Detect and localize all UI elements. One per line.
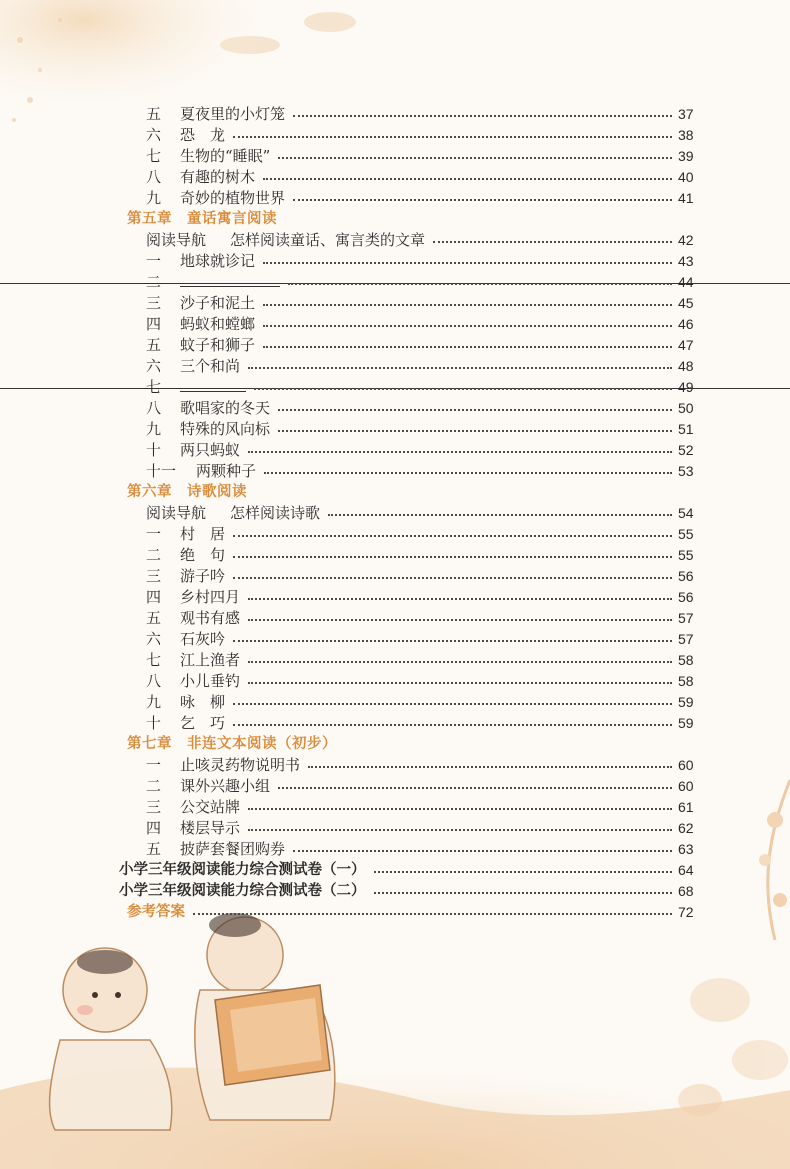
dot-leader: [233, 577, 672, 579]
entry-number: 二: [146, 777, 162, 795]
page-number: 46: [678, 316, 694, 332]
entry-number: 七: [146, 378, 162, 396]
entry-number: 五: [146, 840, 162, 858]
toc-entry: [0, 271, 790, 291]
dot-leader: [374, 871, 672, 873]
entry-title: 恐 龙: [180, 126, 226, 144]
dot-leader: [233, 136, 672, 138]
page-number: 53: [678, 463, 694, 479]
toc-entry: [0, 880, 790, 902]
page-number: 48: [678, 358, 694, 374]
entry-number: 八: [146, 672, 162, 690]
blank-title-line: [180, 274, 280, 287]
entry-title: 沙子和泥土: [180, 294, 256, 312]
entry-title: 夏夜里的小灯笼: [180, 105, 286, 123]
page-number: 68: [678, 883, 694, 899]
toc-entry: [0, 859, 790, 881]
entry-number: 四: [146, 588, 162, 606]
dot-leader: [193, 913, 672, 915]
entry-number: 七: [146, 147, 162, 165]
page-number: 60: [678, 778, 694, 794]
toc-entry: [0, 397, 790, 419]
entry-title: 村 居: [180, 525, 226, 543]
dot-leader: [254, 388, 672, 390]
toc-entry: [0, 796, 790, 818]
entry-title: 止咳灵药物说明书: [180, 756, 301, 774]
dot-leader: [233, 640, 672, 642]
entry-title: 咏 柳: [180, 693, 226, 711]
entry-number: 五: [146, 609, 162, 627]
entry-title: 小儿垂钓: [180, 672, 241, 690]
entry-number: 七: [146, 651, 162, 669]
toc-entry: [0, 292, 790, 314]
toc-entry: [0, 334, 790, 356]
toc-entry: [0, 166, 790, 188]
entry-number: 八: [146, 168, 162, 186]
dot-leader: [328, 514, 672, 516]
toc-entry: [0, 523, 790, 545]
entry-number: 五: [146, 336, 162, 354]
entry-title: 蚂蚁和螳螂: [180, 315, 256, 333]
page-number: 42: [678, 232, 694, 248]
blank-title-line: [180, 379, 246, 392]
page-number: 57: [678, 610, 694, 626]
dot-leader: [233, 556, 672, 558]
entry-number: 阅读导航: [146, 231, 207, 249]
dot-leader: [233, 703, 672, 705]
dot-leader: [248, 451, 672, 453]
entry-title: [180, 271, 280, 293]
entry-number: 十: [146, 441, 162, 459]
dot-leader: [248, 367, 672, 369]
dot-leader: [264, 472, 672, 474]
entry-title: 披萨套餐团购券: [180, 840, 286, 858]
page-number: 60: [678, 757, 694, 773]
toc-entry: [0, 775, 790, 797]
dot-leader: [263, 178, 672, 180]
entry-title: 三个和尚: [180, 357, 241, 375]
page-number: 64: [678, 862, 694, 878]
entry-title: 怎样阅读童话、寓言类的文章: [230, 231, 426, 249]
entry-title: 课外兴趣小组: [180, 777, 271, 795]
dot-leader: [278, 409, 672, 411]
dot-leader: [248, 682, 672, 684]
toc-entry: [0, 691, 790, 713]
dot-leader: [263, 346, 672, 348]
toc-entry: [0, 649, 790, 671]
entry-number: 十一: [146, 462, 177, 480]
entry-title: 观书有感: [180, 609, 241, 627]
page-number: 38: [678, 127, 694, 143]
toc-entry: [0, 565, 790, 587]
page-number: 43: [678, 253, 694, 269]
entry-number: 九: [146, 420, 162, 438]
entry-title: 生物的“睡眠”: [180, 147, 271, 165]
entry-title: 第六章 诗歌阅读: [127, 484, 247, 500]
page-number: 50: [678, 400, 694, 416]
dot-leader: [263, 304, 672, 306]
dot-leader: [263, 325, 672, 327]
entry-title: 小学三年级阅读能力综合测试卷（二）: [119, 883, 366, 899]
entry-number: 六: [146, 126, 162, 144]
chapter-heading: [0, 208, 790, 230]
toc-entry: [0, 670, 790, 692]
entry-title: 绝 句: [180, 546, 226, 564]
dot-leader: [248, 829, 672, 831]
entry-number: 三: [146, 567, 162, 585]
entry-number: 四: [146, 315, 162, 333]
page-number: 59: [678, 715, 694, 731]
entry-number: 一: [146, 756, 162, 774]
page-number: 55: [678, 526, 694, 542]
toc-entry: [0, 103, 790, 125]
page-number: 45: [678, 295, 694, 311]
entry-number: 一: [146, 252, 162, 270]
entry-title: 游子吟: [180, 567, 226, 585]
chapter-heading: [0, 733, 790, 755]
entry-title: 怎样阅读诗歌: [230, 504, 321, 522]
page-number: 44: [678, 274, 694, 290]
toc-entry: [0, 418, 790, 440]
toc-entry: [0, 313, 790, 335]
page-number: 57: [678, 631, 694, 647]
page-number: 72: [678, 904, 694, 920]
entry-number: 六: [146, 357, 162, 375]
toc-entry: [0, 439, 790, 461]
dot-leader: [233, 535, 672, 537]
toc-entry: [0, 145, 790, 167]
page-number: 49: [678, 379, 694, 395]
entry-title: 第七章 非连文本阅读（初步）: [127, 736, 337, 752]
entry-title: 小学三年级阅读能力综合测试卷（一）: [119, 862, 366, 878]
dot-leader: [278, 157, 672, 159]
entry-number: 五: [146, 105, 162, 123]
entry-title: 特殊的风向标: [180, 420, 271, 438]
page-number: 39: [678, 148, 694, 164]
page-number: 61: [678, 799, 694, 815]
page-number: 55: [678, 547, 694, 563]
page-number: 52: [678, 442, 694, 458]
page-number: 47: [678, 337, 694, 353]
page-number: 58: [678, 652, 694, 668]
dot-leader: [248, 619, 672, 621]
dot-leader: [288, 283, 672, 285]
toc-entry: [0, 229, 790, 251]
dot-leader: [293, 115, 672, 117]
toc-entry: [0, 607, 790, 629]
dot-leader: [278, 787, 672, 789]
toc-entry: [0, 124, 790, 146]
entry-number: 九: [146, 189, 162, 207]
toc-entry: [0, 544, 790, 566]
entry-number: 九: [146, 693, 162, 711]
entry-number: 六: [146, 630, 162, 648]
page-number: 56: [678, 568, 694, 584]
page-number: 51: [678, 421, 694, 437]
entry-number: 三: [146, 798, 162, 816]
page-number: 56: [678, 589, 694, 605]
entry-title: 地球就诊记: [180, 252, 256, 270]
toc-entry: [0, 628, 790, 650]
dot-leader: [248, 661, 672, 663]
dot-leader: [293, 199, 672, 201]
toc-entry: [0, 586, 790, 608]
toc-entry: [0, 376, 790, 396]
dot-leader: [233, 724, 672, 726]
page-number: 40: [678, 169, 694, 185]
dot-leader: [248, 598, 672, 600]
toc-entry: [0, 355, 790, 377]
entry-title: 楼层导示: [180, 819, 241, 837]
entry-number: 十: [146, 714, 162, 732]
entry-number: 八: [146, 399, 162, 417]
dot-leader: [433, 241, 672, 243]
entry-number: 二: [146, 273, 162, 291]
entry-title: 奇妙的植物世界: [180, 189, 286, 207]
page-number: 62: [678, 820, 694, 836]
entry-title: 乡村四月: [180, 588, 241, 606]
entry-title: 参考答案: [127, 904, 185, 920]
entry-title: 两颗种子: [196, 462, 257, 480]
toc-entry: [0, 250, 790, 272]
entry-title: 两只蚂蚁: [180, 441, 241, 459]
chapter-heading: [0, 481, 790, 503]
page-number: 41: [678, 190, 694, 206]
entry-number: 二: [146, 546, 162, 564]
toc-entry: [0, 901, 790, 923]
dot-leader: [374, 892, 672, 894]
dot-leader: [263, 262, 672, 264]
toc-entry: [0, 502, 790, 524]
entry-title: 歌唱家的冬天: [180, 399, 271, 417]
entry-title: 乞 巧: [180, 714, 226, 732]
entry-number: 三: [146, 294, 162, 312]
toc-entry: [0, 460, 790, 482]
dot-leader: [308, 766, 672, 768]
entry-title: 公交站牌: [180, 798, 241, 816]
entry-number: 一: [146, 525, 162, 543]
entry-title: 有趣的树木: [180, 168, 256, 186]
page-number: 54: [678, 505, 694, 521]
page-number: 59: [678, 694, 694, 710]
dot-leader: [293, 850, 672, 852]
page-number: 63: [678, 841, 694, 857]
entry-title: 石灰吟: [180, 630, 226, 648]
entry-title: 蚊子和狮子: [180, 336, 256, 354]
toc-entry: [0, 712, 790, 734]
toc-entry: [0, 754, 790, 776]
toc-entry: [0, 838, 790, 860]
dot-leader: [248, 808, 672, 810]
toc-entry: [0, 187, 790, 209]
entry-title: 第五章 童话寓言阅读: [127, 211, 277, 227]
page-number: 58: [678, 673, 694, 689]
entry-title: 江上渔者: [180, 651, 241, 669]
entry-number: 四: [146, 819, 162, 837]
toc-entry: [0, 817, 790, 839]
entry-title: [180, 376, 246, 398]
dot-leader: [278, 430, 672, 432]
page-number: 37: [678, 106, 694, 122]
entry-number: 阅读导航: [146, 504, 207, 522]
